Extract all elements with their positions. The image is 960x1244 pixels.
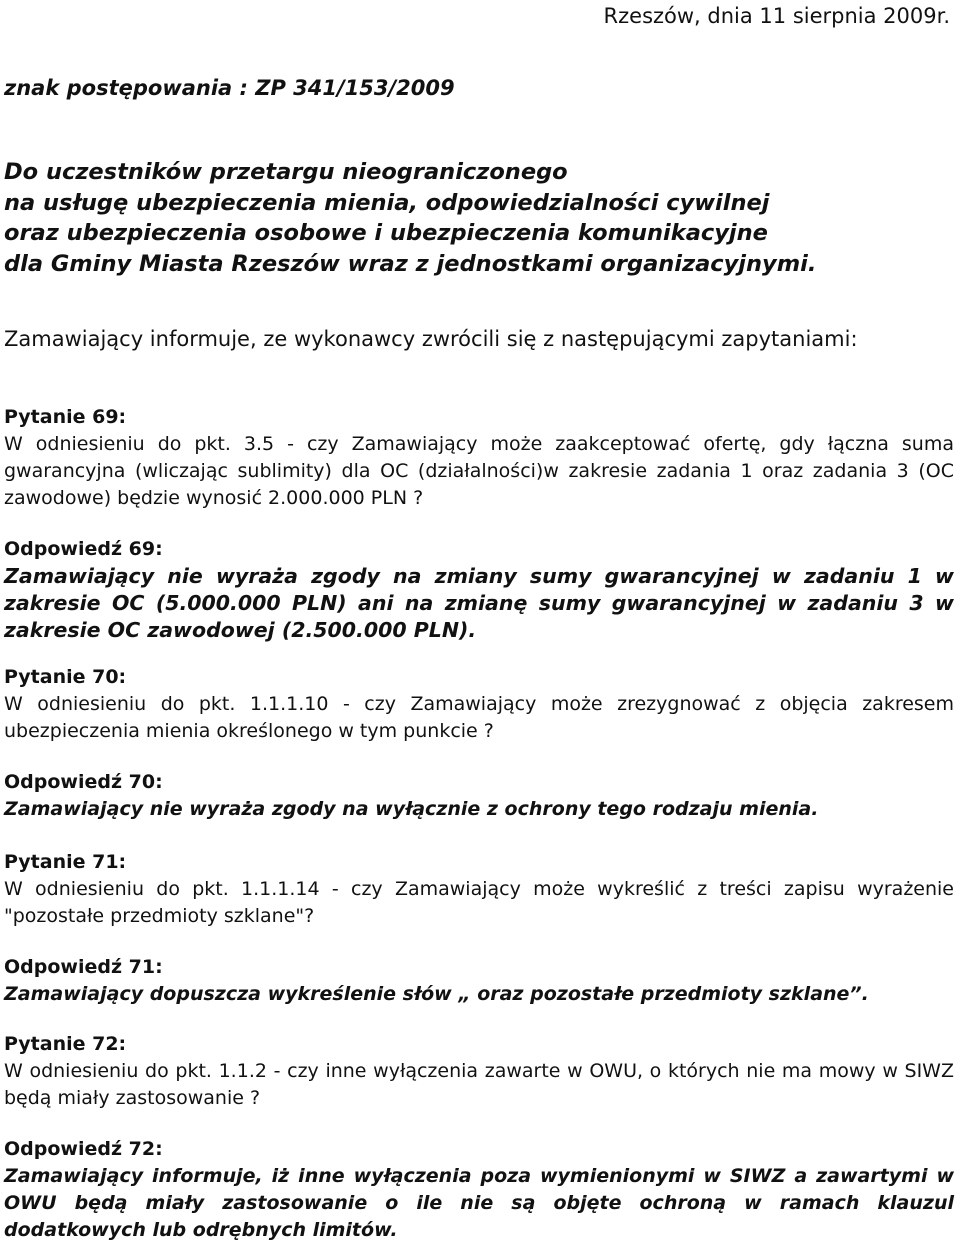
addressee-line: oraz ubezpieczenia osobowe i ubezpieczenia komunikacyjne: [4, 220, 768, 246]
question-text: W odniesieniu do pkt. 3.5 - czy Zamawiający może zaakceptować ofertę, gdy łączna suma gwarancyjna (wliczając sublimity) dla OC (działalności)w zakresie zadania 1 oraz zadania 3 (OC zawodowe) będzie wynosić 2.000.000 PLN ?: [4, 433, 954, 509]
addressee-block: [4, 157, 944, 279]
case-reference: znak postępowania : ZP 341/153/2009: [4, 76, 455, 100]
question-heading: Pytanie 71:: [4, 851, 127, 873]
addressee-line: dla Gminy Miasta Rzeszów wraz z jednostkami organizacyjnymi.: [4, 250, 817, 277]
qa-item-70: [4, 664, 954, 823]
question-heading: Pytanie 70:: [4, 666, 127, 688]
qa-item-72: [4, 1031, 954, 1244]
question-text: W odniesieniu do pkt. 1.1.1.10 - czy Zamawiający może zrezygnować z objęcia zakresem ubezpieczenia mienia określonego w tym punkcie ?: [4, 693, 954, 742]
document-date: Rzeszów, dnia 11 sierpnia 2009r.: [603, 4, 950, 28]
question-text: W odniesieniu do pkt. 1.1.1.14 - czy Zamawiający może wykreślić z treści zapisu wyrażenie "pozostałe przedmioty szklane"?: [4, 878, 954, 927]
addressee-line: Do uczestników przetargu nieograniczonego: [4, 159, 568, 185]
addressee-line: na usługę ubezpieczenia mienia, odpowiedzialności cywilnej: [4, 189, 770, 216]
question-text: W odniesieniu do pkt. 1.1.2 - czy inne wyłączenia zawarte w OWU, o których nie ma mowy w SIWZ będą miały zastosowanie ?: [4, 1060, 954, 1109]
qa-item-69: [4, 404, 954, 644]
answer-heading: Odpowiedź 69:: [4, 538, 163, 560]
qa-item-71: [4, 849, 954, 1008]
answer-heading: Odpowiedź 72:: [4, 1138, 163, 1160]
intro-text: Zamawiający informuje, ze wykonawcy zwrócili się z następującymi zapytaniami:: [4, 327, 858, 351]
answer-heading: Odpowiedź 70:: [4, 771, 163, 793]
answer-text: Zamawiający nie wyraża zgody na zmiany sumy gwarancyjnej w zadaniu 1 w zakresie OC (5.000.000 PLN) ani na zmianę sumy gwarancyjnej w zadaniu 3 w zakresie OC zawodowej (2.500.000 PLN).: [4, 564, 954, 642]
answer-text: Zamawiający dopuszcza wykreślenie słów „ oraz pozostałe przedmioty szklane”.: [4, 983, 869, 1005]
answer-heading: Odpowiedź 71:: [4, 956, 163, 978]
answer-text: Zamawiający informuje, iż inne wyłączenia poza wymienionymi w SIWZ a zawartymi w OWU będą miały zastosowanie o ile nie są objęte ochroną w ramach klauzul dodatkowych lub odrębnych limitów.: [4, 1165, 954, 1241]
answer-text: Zamawiający nie wyraża zgody na wyłącznie z ochrony tego rodzaju mienia.: [4, 798, 819, 820]
question-heading: Pytanie 69:: [4, 406, 127, 428]
question-heading: Pytanie 72:: [4, 1033, 127, 1055]
